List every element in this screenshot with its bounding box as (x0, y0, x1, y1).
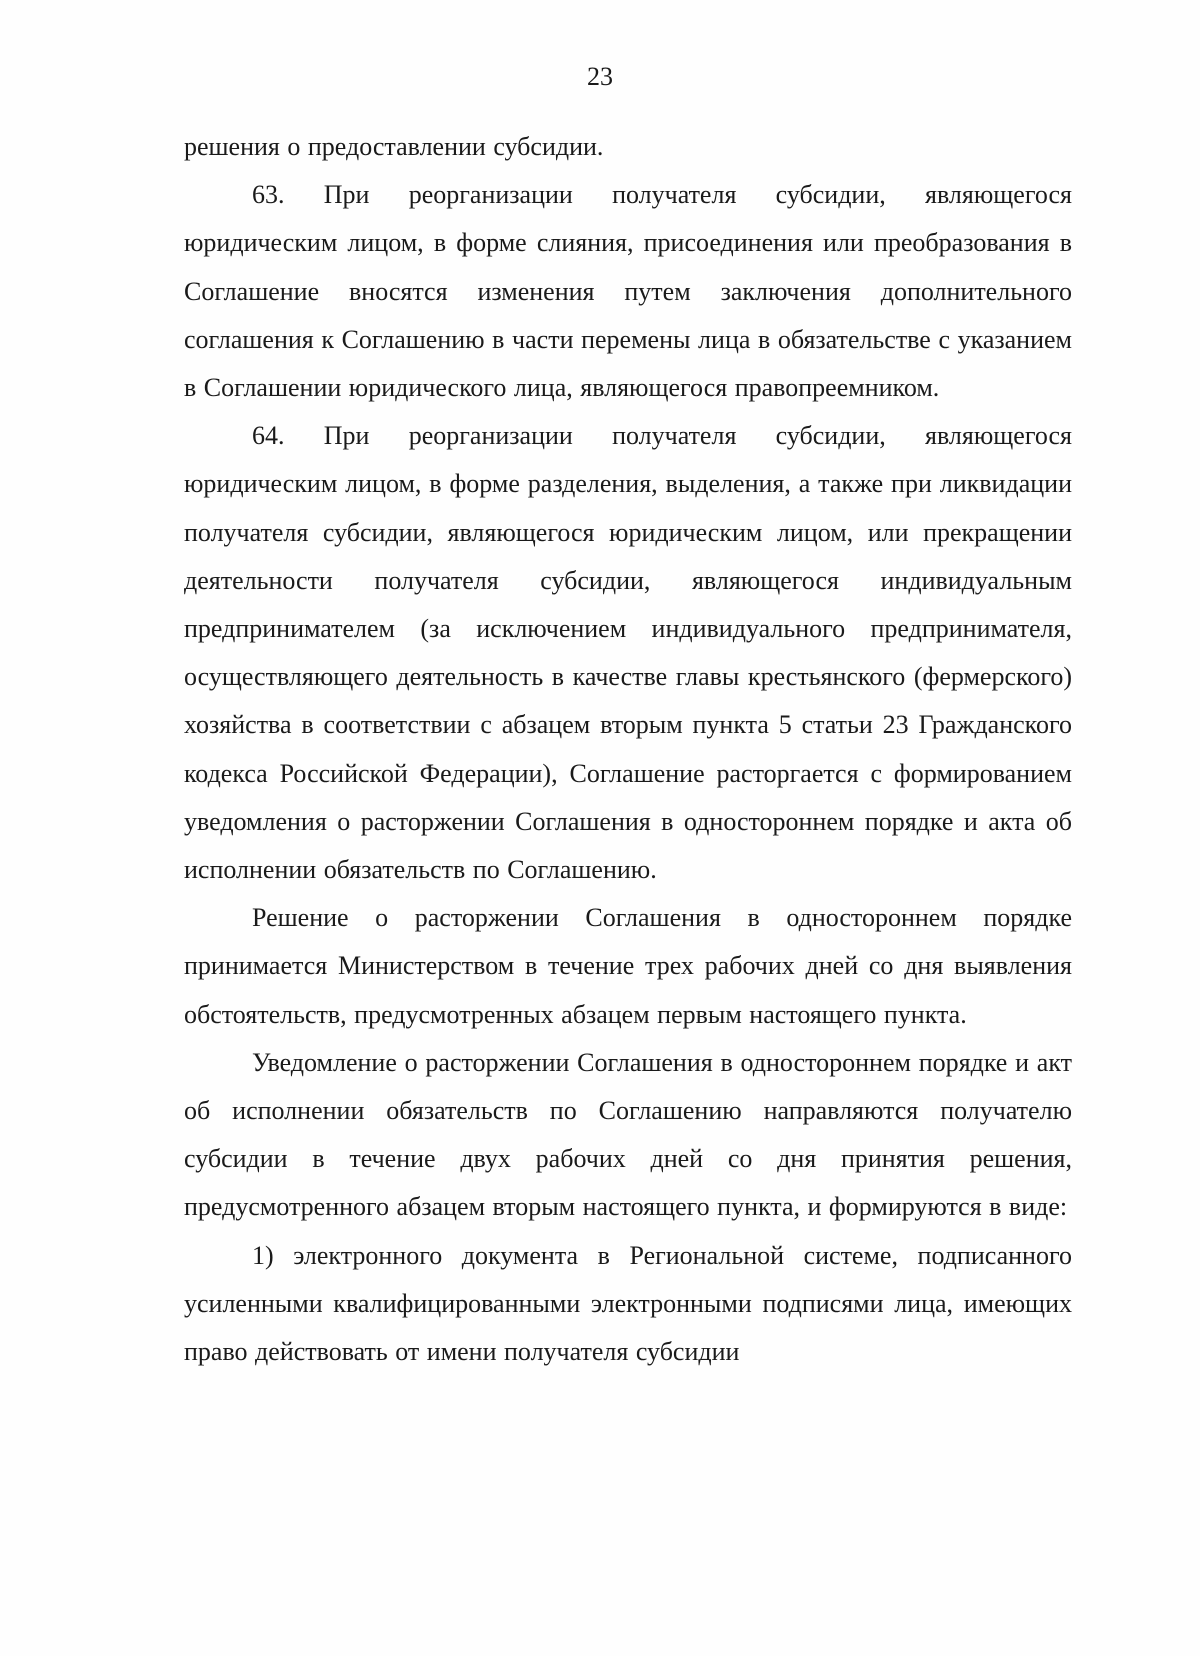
paragraph-continuation: решения о предоставлении субсидии. (184, 132, 604, 161)
paragraph-notification: Уведомление о расторжении Соглашения в одностороннем порядке и акт об исполнении обязательств по Соглашению направляются получателю субсидии в течение двух рабочих дней со дня принятия решения, предусмотренного абзацем вторым настоящего пункта, и формируются в виде: (184, 1047, 1072, 1222)
body-text (184, 123, 1072, 1376)
paragraph-decision: Решение о расторжении Соглашения в одностороннем порядке принимается Министерством в течение трех рабочих дней со дня выявления обстоятельств, предусмотренных абзацем первым настоящего пункта. (184, 903, 1072, 1029)
paragraph-clause-64: 64. При реорганизации получателя субсидии, являющегося юридическим лицом, в форме разделения, выделения, а также при ликвидации получателя субсидии, являющегося юридическим лицом, или прекращении деятельности получателя субсидии, являющегося индивидуальным предпринимателем (за исключением индивидуального предпринимателя, осуществляющего деятельность в качестве главы крестьянского (фермерского) хозяйства в соответствии с абзацем вторым пункта 5 статьи 23 Гражданского кодекса Российской Федерации), Соглашение расторгается с формированием уведомления о расторжении Соглашения в одностороннем порядке и акта об исполнении обязательств по Соглашению. (184, 421, 1072, 885)
paragraph-list-item-1: 1) электронного документа в Региональной системе, подписанного усиленными квалифицированными электронными подписями лица, имеющих право действовать от имени получателя субсидии (184, 1240, 1072, 1367)
page-number: 23 (587, 62, 613, 91)
paragraph-clause-63: 63. При реорганизации получателя субсидии, являющегося юридическим лицом, в форме слияния, присоединения или преобразования в Соглашение вносятся изменения путем заключения дополнительного соглашения к Соглашению в части перемены лица в обязательстве с указанием в Соглашении юридического лица, являющегося правопреемником. (184, 180, 1072, 403)
